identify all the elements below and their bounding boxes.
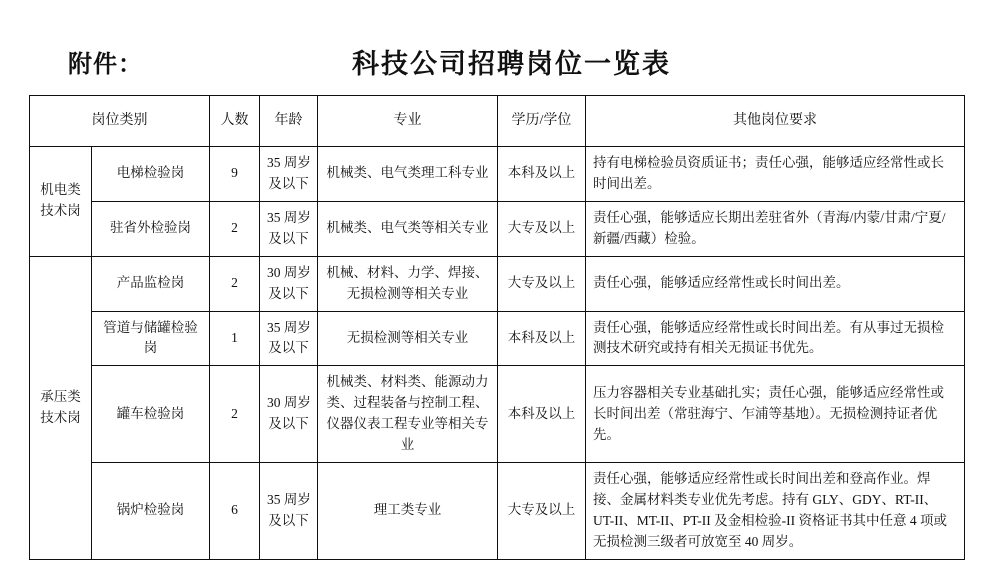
table-header-row <box>30 96 965 147</box>
cell-post: 罐车检验岗 <box>92 366 210 463</box>
cell-post: 驻省外检验岗 <box>92 201 210 256</box>
cell-education: 本科及以上 <box>498 147 586 202</box>
cell-major: 机械类、电气类理工科专业 <box>318 147 498 202</box>
age-line-1: 30 周岁 <box>267 264 311 280</box>
age-line-2: 及以下 <box>268 230 309 246</box>
cell-other: 责任心强，能够适应经常性或长时间出差。 <box>586 256 965 311</box>
cell-count: 2 <box>210 366 260 463</box>
cell-major: 无损检测等相关专业 <box>318 311 498 366</box>
column-header-category: 岗位类别 <box>30 96 210 147</box>
cell-other: 压力容器相关专业基础扎实；责任心强，能够适应经常性或长时间出差（常驻海宁、乍浦等基地）。无损检测持证者优先。 <box>586 366 965 463</box>
cell-count: 2 <box>210 201 260 256</box>
column-header-other: 其他岗位要求 <box>586 96 965 147</box>
table-row <box>30 366 965 463</box>
category-line-2: 技术岗 <box>40 409 81 425</box>
cell-age <box>260 201 318 256</box>
cell-count: 9 <box>210 147 260 202</box>
row-category-cell <box>30 256 92 559</box>
column-header-major: 专业 <box>318 96 498 147</box>
age-line-2: 及以下 <box>268 416 309 432</box>
attachment-label: 附件： <box>68 52 143 78</box>
cell-post: 产品监检岗 <box>92 256 210 311</box>
cell-major: 理工类专业 <box>318 463 498 560</box>
table-row <box>30 256 965 311</box>
age-line-2: 及以下 <box>268 175 309 191</box>
age-line-2: 及以下 <box>268 512 309 528</box>
table-row <box>30 463 965 560</box>
cell-post: 管道与储罐检验岗 <box>92 311 210 366</box>
cell-education: 大专及以上 <box>498 463 586 560</box>
cell-other: 责任心强，能够适应长期出差驻省外（青海/内蒙/甘肃/宁夏/新疆/西藏）检验。 <box>586 201 965 256</box>
page-title: 科技公司招聘岗位一览表 <box>352 49 671 79</box>
cell-major: 机械、材料、力学、焊接、无损检测等相关专业 <box>318 256 498 311</box>
cell-education: 大专及以上 <box>498 256 586 311</box>
category-line-2: 技术岗 <box>40 203 81 219</box>
cell-age <box>260 147 318 202</box>
age-line-2: 及以下 <box>268 285 309 301</box>
cell-count: 1 <box>210 311 260 366</box>
cell-education: 大专及以上 <box>498 201 586 256</box>
cell-other: 责任心强，能够适应经常性或长时间出差和登高作业。焊接、金属材料类专业优先考虑。持有 GLY、GDY、RT-II、UT-II、MT-II、PT-II 及金相检验-II 资格证书其中任意 4 项或无损检测三级者可放宽至 40 周岁。 <box>586 463 965 560</box>
age-line-2: 及以下 <box>268 340 309 356</box>
table-row <box>30 147 965 202</box>
age-line-1: 35 周岁 <box>267 155 311 170</box>
cell-other: 责任心强，能够适应经常性或长时间出差。有从事过无损检测技术研究或持有相关无损证书优先。 <box>586 311 965 366</box>
cell-age <box>260 463 318 560</box>
row-category-cell <box>30 147 92 257</box>
cell-age <box>260 256 318 311</box>
table-row <box>30 201 965 256</box>
cell-education: 本科及以上 <box>498 366 586 463</box>
cell-post: 锅炉检验岗 <box>92 463 210 560</box>
category-line-1: 机电类 <box>40 182 81 198</box>
age-line-1: 35 周岁 <box>267 491 311 507</box>
age-line-1: 35 周岁 <box>267 319 311 335</box>
document-header <box>0 0 993 78</box>
column-header-age: 年龄 <box>260 96 318 147</box>
cell-major: 机械类、材料类、能源动力类、过程装备与控制工程、仪器仪表工程专业等相关专业 <box>318 366 498 463</box>
age-line-1: 35 周岁 <box>267 209 311 225</box>
column-header-education: 学历/学位 <box>498 96 586 147</box>
cell-major: 机械类、电气类等相关专业 <box>318 201 498 256</box>
job-positions-table <box>29 95 965 560</box>
cell-age <box>260 311 318 366</box>
category-line-1: 承压类 <box>40 388 81 404</box>
age-line-1: 30 周岁 <box>267 395 311 411</box>
cell-post: 电梯检验岗 <box>92 147 210 202</box>
cell-count: 2 <box>210 256 260 311</box>
table-row <box>30 311 965 366</box>
cell-count: 6 <box>210 463 260 560</box>
cell-age <box>260 366 318 463</box>
column-header-count: 人数 <box>210 96 260 147</box>
cell-education: 本科及以上 <box>498 311 586 366</box>
cell-other: 持有电梯检验员资质证书；责任心强，能够适应经常性或长时间出差。 <box>586 147 965 202</box>
